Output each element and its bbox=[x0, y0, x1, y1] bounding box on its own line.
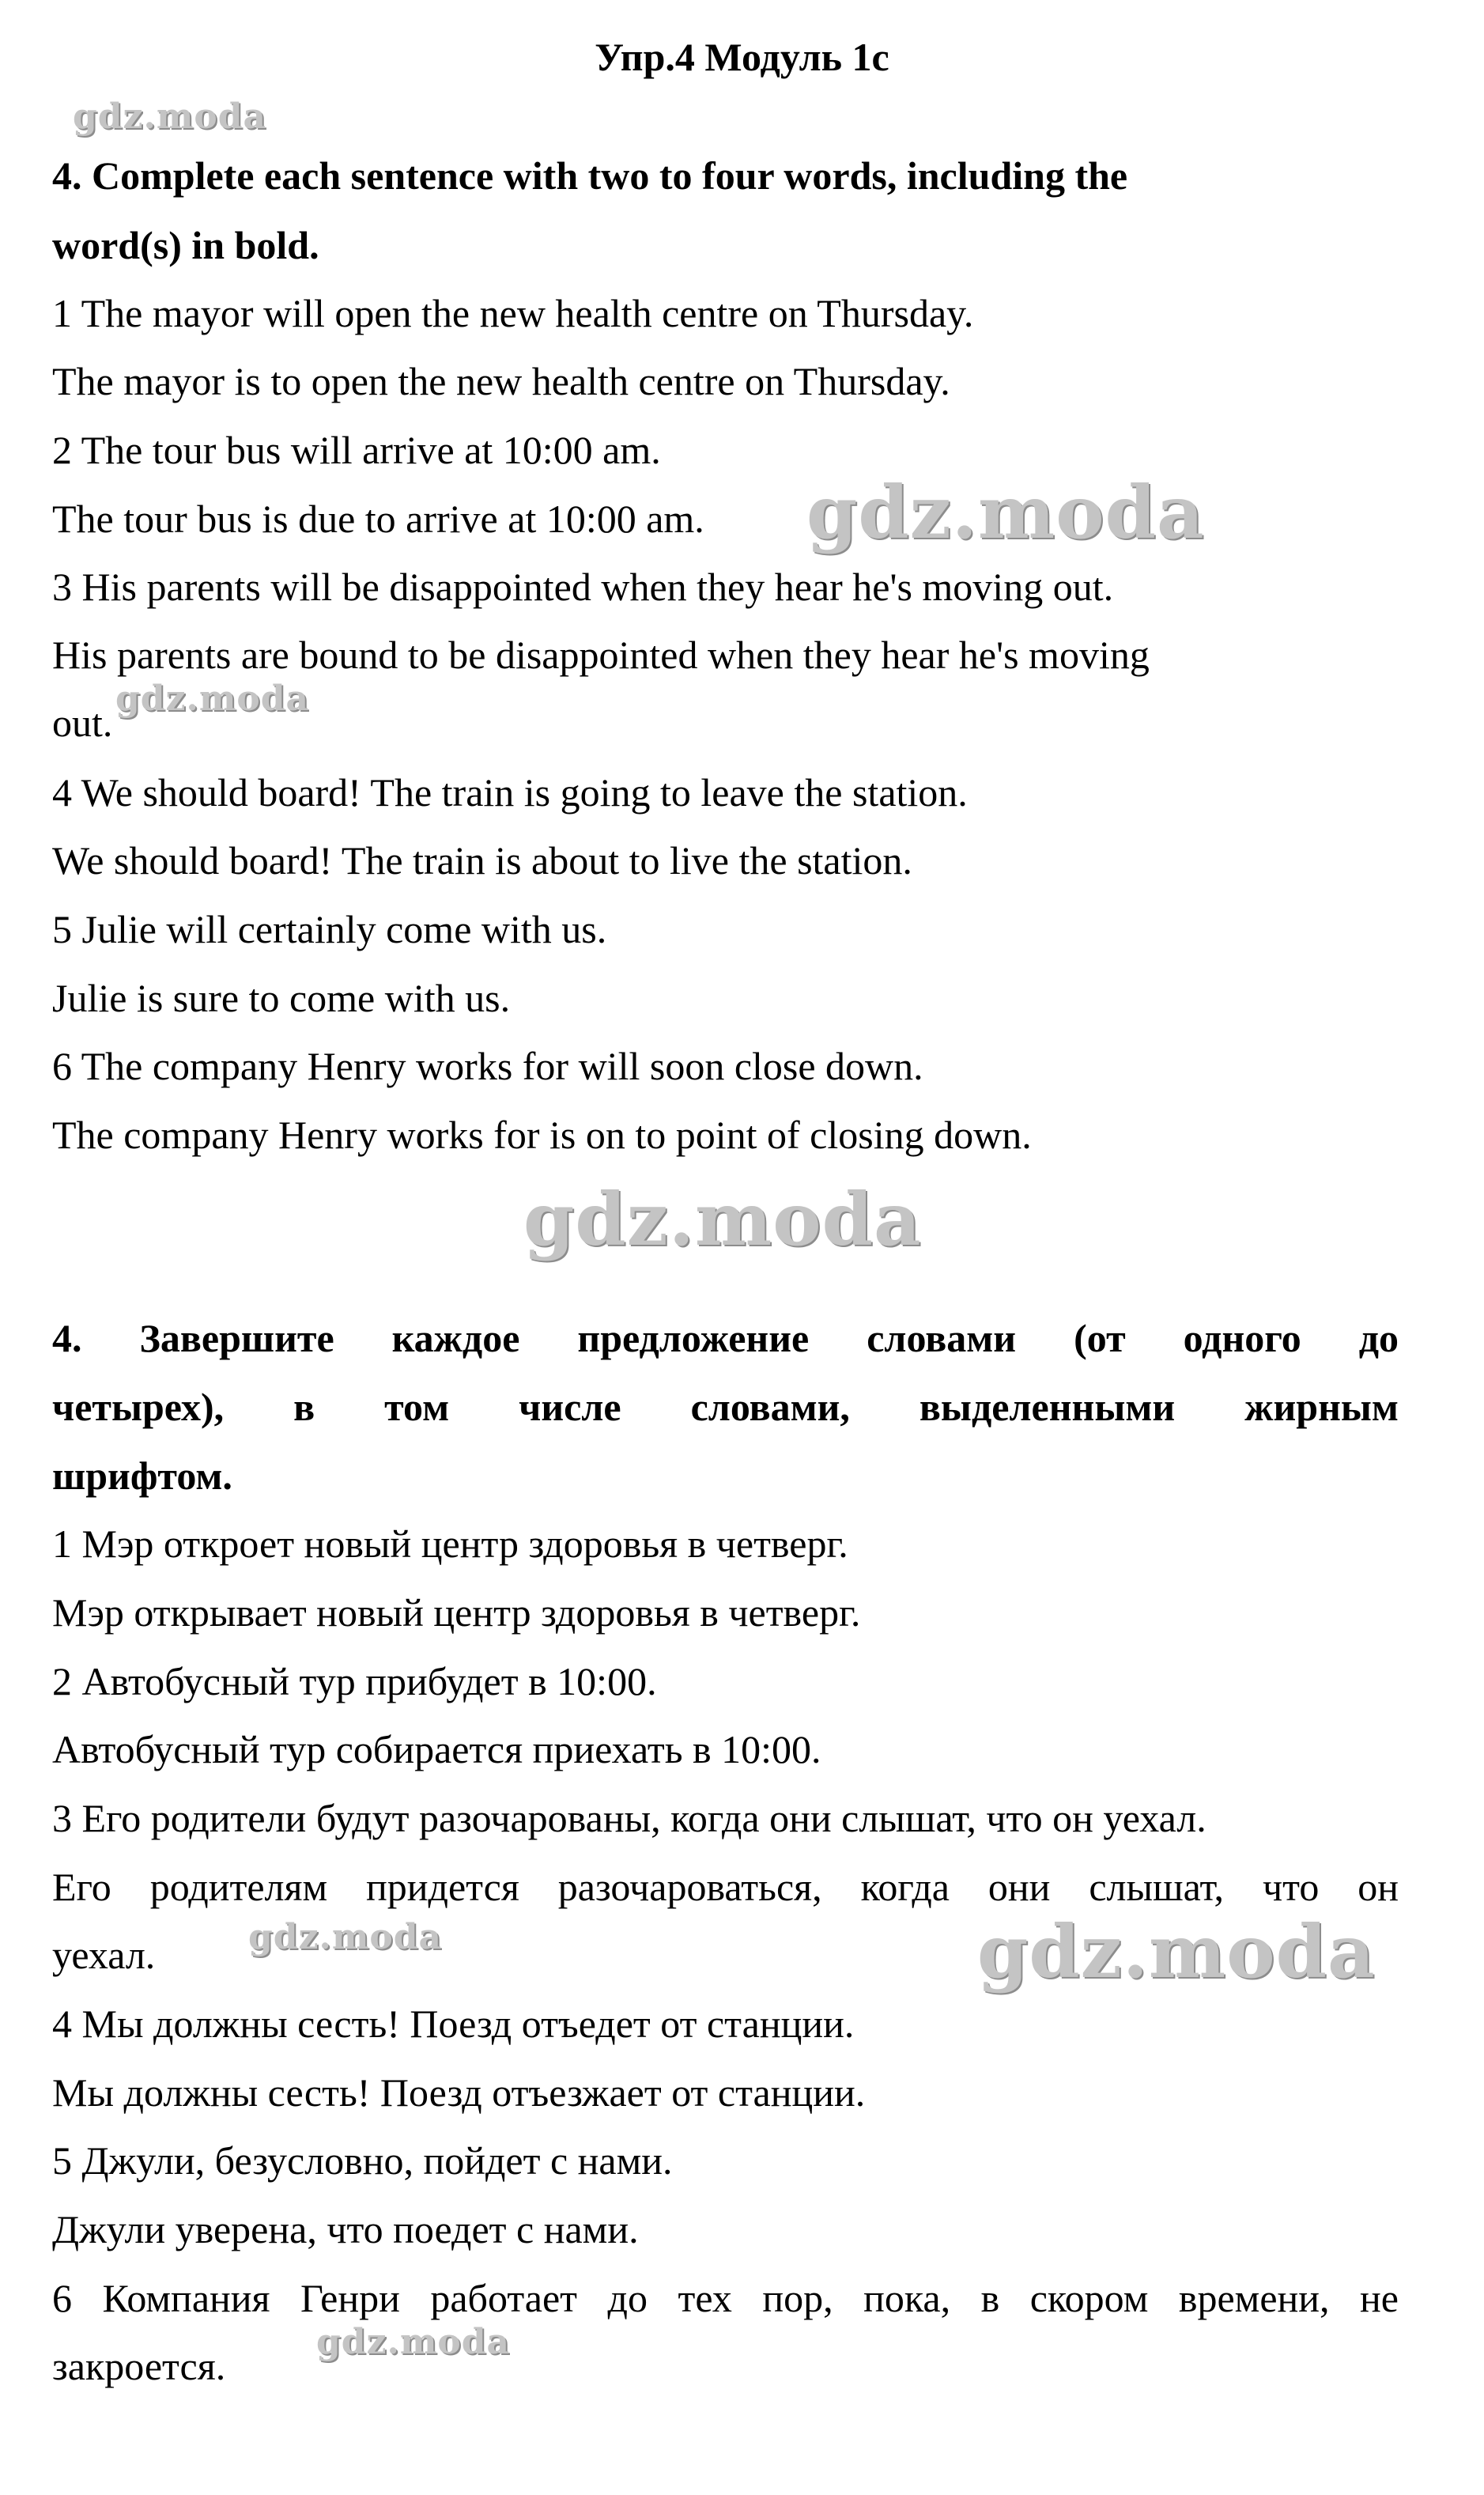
sentence-line: уехал. bbox=[52, 1933, 156, 1977]
sentence-line: 6 Компания Генри работает до тех пор, пока, в скором времени, не bbox=[52, 2276, 1399, 2320]
watermark: gdz.moda bbox=[115, 679, 310, 719]
exercise-heading-en-line1: 4. Complete each sentence with two to four words, including the bbox=[52, 153, 1128, 198]
sentence-line: We should board! The train is about to live the station. bbox=[52, 838, 912, 883]
sentence-line: Мы должны сесть! Поезд отъезжает от станции. bbox=[52, 2070, 866, 2115]
sentence-line: 3 His parents will be disappointed when they hear he's moving out. bbox=[52, 565, 1114, 609]
sentence-line: 5 Джули, безусловно, пойдет с нами. bbox=[52, 2138, 673, 2183]
sentence-line: Автобусный тур собирается приехать в 10:00. bbox=[52, 1727, 821, 1771]
exercise-heading-ru-line3: шрифтом. bbox=[52, 1454, 232, 1498]
watermark: gdz.moda bbox=[316, 2322, 511, 2362]
sentence-line: 2 The tour bus will arrive at 10:00 am. bbox=[52, 428, 661, 472]
sentence-line: His parents are bound to be disappointed when they hear he's moving bbox=[52, 633, 1150, 677]
sentence-line: Мэр открывает новый центр здоровья в четверг. bbox=[52, 1590, 861, 1635]
sentence-line: Джули уверена, что поедет с нами. bbox=[52, 2207, 639, 2251]
sentence-line: 4 Мы должны сесть! Поезд отъедет от станции. bbox=[52, 2002, 855, 2046]
sentence-line: 2 Автобусный тур прибудет в 10:00. bbox=[52, 1659, 657, 1703]
exercise-heading-en-line2: word(s) in bold. bbox=[52, 223, 319, 267]
sentence-line: 3 Его родители будут разочарованы, когда они слышат, что он уехал. bbox=[52, 1796, 1206, 1840]
watermark: gdz.moda bbox=[806, 470, 1205, 555]
sentence-line: 4 We should board! The train is going to leave the station. bbox=[52, 770, 968, 815]
sentence-line: The tour bus is due to arrive at 10:00 am. bbox=[52, 497, 704, 541]
sentence-line: 6 The company Henry works for will soon close down. bbox=[52, 1044, 923, 1088]
sentence-line: 1 Мэр откроет новый центр здоровья в четверг. bbox=[52, 1522, 848, 1566]
watermark: gdz.moda bbox=[523, 1177, 922, 1262]
sentence-line: 5 Julie will certainly come with us. bbox=[52, 907, 607, 951]
watermark: gdz.moda bbox=[73, 96, 267, 137]
sentence-line: 1 The mayor will open the new health centre on Thursday. bbox=[52, 291, 974, 335]
watermark: gdz.moda bbox=[248, 1917, 443, 1957]
sentence-line: The company Henry works for is on to point of closing down. bbox=[52, 1113, 1032, 1157]
watermark: gdz.moda bbox=[977, 1909, 1376, 1994]
exercise-heading-ru-line1: 4. Завершите каждое предложение словами (от одного до bbox=[52, 1316, 1399, 1360]
sentence-line: закроется. bbox=[52, 2344, 226, 2388]
sentence-line: Julie is sure to come with us. bbox=[52, 976, 511, 1020]
sentence-line: out. bbox=[52, 701, 113, 745]
page-title: Упр.4 Модуль 1с bbox=[595, 35, 889, 79]
exercise-heading-ru-line2: четырех), в том числе словами, выделенными жирным bbox=[52, 1385, 1399, 1429]
sentence-line: The mayor is to open the new health centre on Thursday. bbox=[52, 359, 950, 403]
sentence-line: Его родителям придется разочароваться, когда они слышат, что он bbox=[52, 1865, 1399, 1909]
